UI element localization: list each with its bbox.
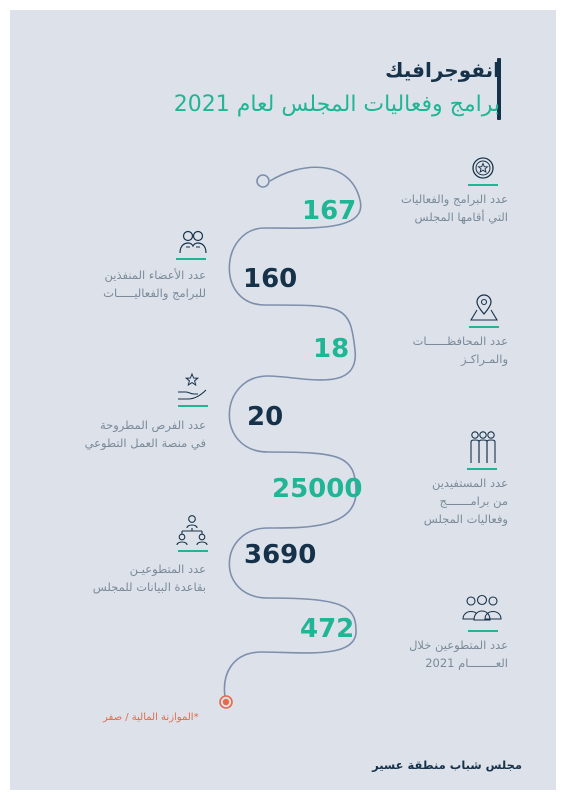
stat-label-members: عدد الأعضاء المنفذين للبرامج والفعاليـــــات <box>103 268 206 300</box>
stat-value-members: 160 <box>243 264 298 294</box>
path-start-dot <box>257 175 269 187</box>
network-people-icon <box>176 514 208 546</box>
stat-label-programs: عدد البرامج والفعاليات التي أقامها المجلس <box>400 192 508 224</box>
page-subtitle: برامج وفعاليات المجلس لعام 2021 <box>173 92 500 117</box>
star-badge-icon <box>471 156 495 180</box>
stat-value-opportunities: 20 <box>247 402 284 432</box>
stat-value-beneficiaries: 25000 <box>272 474 363 504</box>
stat-label-beneficiaries: عدد المستفيدين من برامـــــــج وفعاليات المجلس <box>423 476 508 526</box>
stat-underline-4 <box>178 405 208 407</box>
stat-value-governorates: 18 <box>313 334 350 364</box>
stat-label-opportunities: عدد الفرص المطروحة في منصة العمل التطوعي <box>84 418 206 450</box>
path-end-dot <box>223 699 229 705</box>
stat-label-volunteers-year: عدد المتطوعين خلال العــــــــام 2021 <box>409 638 508 670</box>
stat-label-volunteers-db: عدد المتطوعيـن بقاعدة البيانات للمجلس <box>92 562 206 594</box>
stat-underline-3 <box>469 326 499 328</box>
budget-note: *الموازنة المالية / صفر <box>103 712 199 723</box>
stat-value-programs: 167 <box>302 196 357 226</box>
stat-underline-7 <box>468 630 498 632</box>
stat-underline-5 <box>467 468 497 470</box>
stat-value-volunteers-year: 472 <box>300 614 355 644</box>
map-pin-icon <box>468 292 500 322</box>
stat-underline-6 <box>178 550 208 552</box>
stat-underline-2 <box>176 258 206 260</box>
stat-value-volunteers-db: 3690 <box>244 540 317 570</box>
team-icon <box>462 594 502 622</box>
stat-underline-1 <box>468 184 498 186</box>
people-pair-icon <box>178 228 208 256</box>
hand-star-icon <box>176 372 208 402</box>
page-title: انفوجرافيك <box>385 58 500 82</box>
footer-org-name: مجلس شباب منطقة عسير <box>372 758 522 772</box>
stat-label-governorates: عدد المحافظــــــات والمـراكـز <box>412 334 508 366</box>
group-three-icon <box>466 430 500 464</box>
